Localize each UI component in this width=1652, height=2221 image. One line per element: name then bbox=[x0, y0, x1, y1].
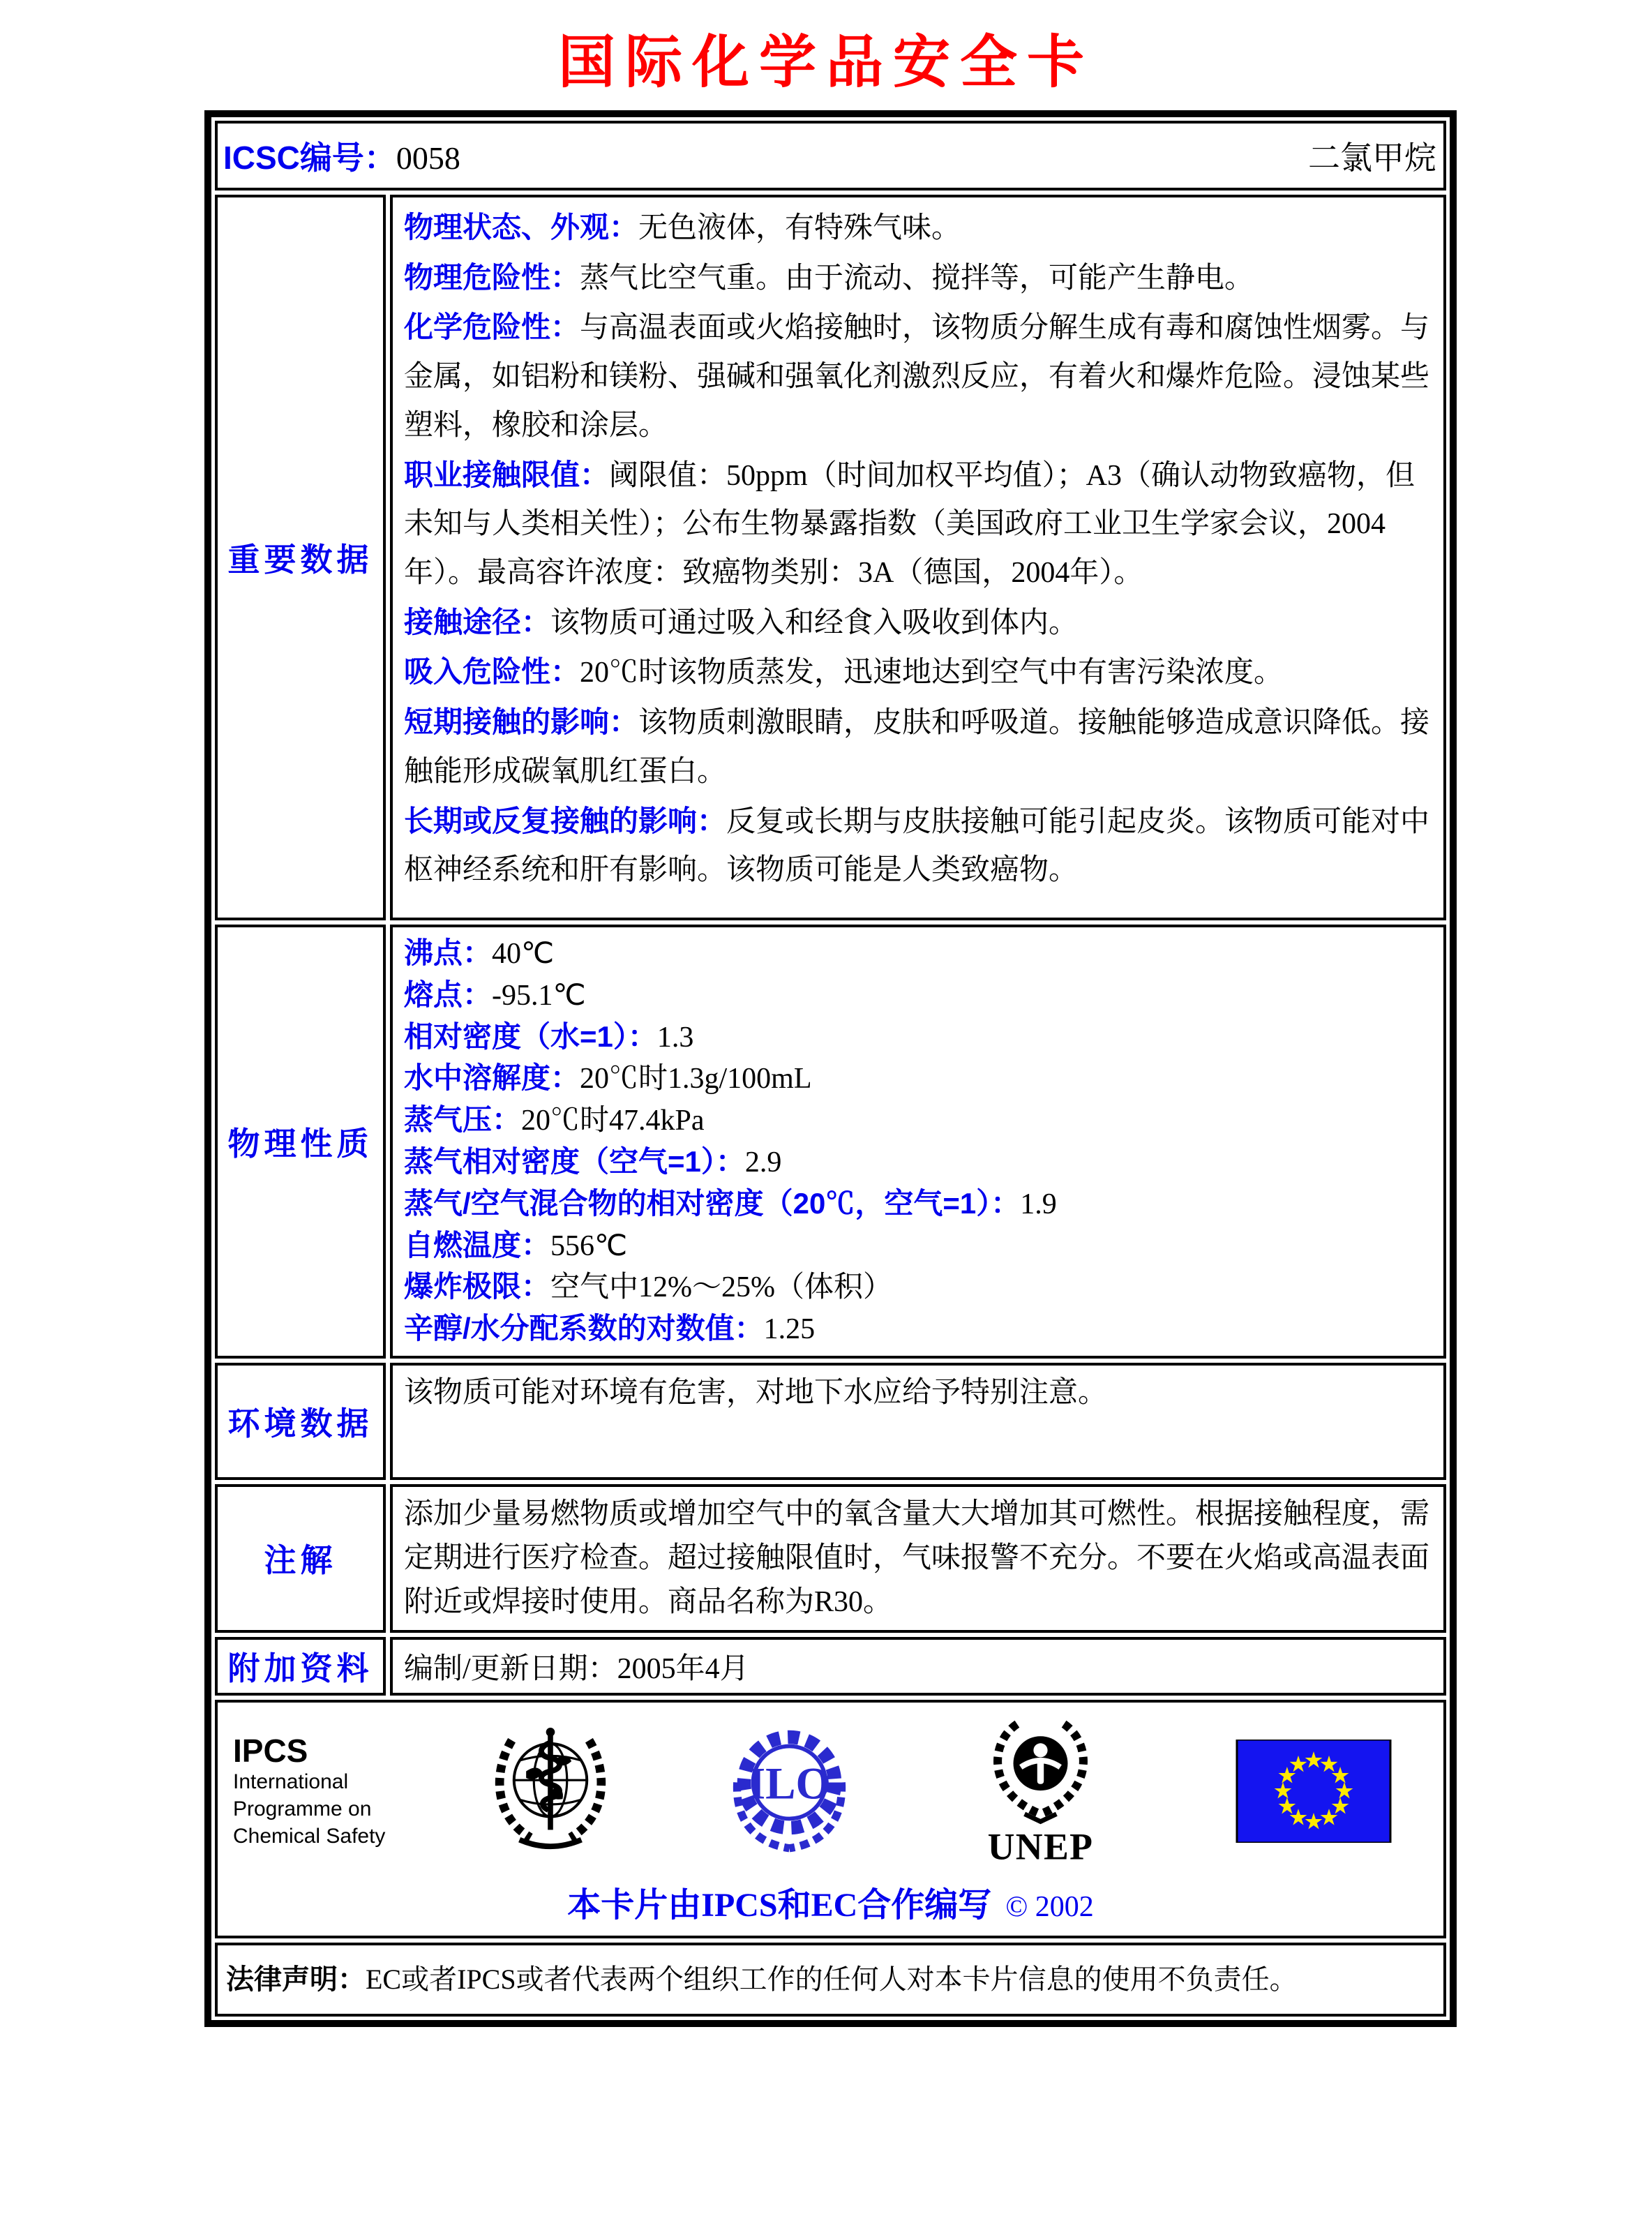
property-value: 40℃ bbox=[492, 938, 555, 970]
ipcs-acronym: IPCS bbox=[233, 1732, 308, 1769]
property-label: 自燃温度： bbox=[404, 1228, 551, 1262]
field-label: 物理状态、外观： bbox=[404, 211, 639, 244]
property-row bbox=[404, 1058, 1432, 1100]
section-label-cell bbox=[215, 195, 386, 920]
additional-text: 编制/更新日期：2005年4月 bbox=[404, 1652, 749, 1685]
property-row bbox=[404, 1142, 1432, 1183]
section-notes bbox=[215, 1484, 1446, 1633]
icsc-number bbox=[223, 133, 460, 179]
page-title: 国际化学品安全卡 bbox=[557, 31, 1094, 94]
section-label-cell bbox=[215, 1637, 386, 1696]
who-logo-icon bbox=[484, 1725, 617, 1857]
property-row bbox=[404, 1017, 1432, 1059]
section-label-cell bbox=[215, 925, 386, 1359]
property-value: 556℃ bbox=[550, 1229, 628, 1262]
property-label: 相对密度（水=1）： bbox=[404, 1019, 657, 1053]
section-label: 附加资料 bbox=[227, 1650, 373, 1687]
field-text: 蒸气比空气重。由于流动、搅拌等，可能产生静电。 bbox=[580, 262, 1254, 294]
property-label: 水中溶解度： bbox=[404, 1061, 580, 1095]
property-value: 1.9 bbox=[1020, 1188, 1057, 1220]
property-value: -95.1℃ bbox=[492, 979, 586, 1012]
substance-name: 二氯甲烷 bbox=[1308, 140, 1436, 176]
property-value: 1.25 bbox=[763, 1313, 816, 1346]
icsc-number-label: ICSC编号： bbox=[223, 140, 396, 176]
section-label-cell bbox=[215, 1484, 386, 1633]
notes-text: 添加少量易燃物质或增加空气中的氧含量大大增加其可燃性。根据接触程度，需定期进行医疗检查。超过接触限值时，气味报警不充分。不要在火焰或高温表面附近或焊接时使用。商品名称为R30。 bbox=[404, 1497, 1430, 1618]
notes-content bbox=[390, 1484, 1446, 1633]
data-item bbox=[404, 253, 1432, 304]
copyright-text: © 2002 bbox=[1005, 1890, 1094, 1923]
data-item bbox=[404, 797, 1432, 895]
icsc-card bbox=[204, 110, 1457, 2027]
field-label: 吸入危险性： bbox=[404, 655, 580, 689]
property-row bbox=[404, 1266, 1432, 1308]
section-physical-properties bbox=[215, 925, 1446, 1359]
property-row bbox=[404, 975, 1432, 1017]
field-text: 无色液体，有特殊气味。 bbox=[638, 212, 961, 244]
property-value: 空气中12%～25%（体积） bbox=[550, 1271, 892, 1304]
field-text: 阈限值：50ppm（时间加权平均值）；A3（确认动物致癌物，但未知与人类相关性）；公布生物暴露指数（美国政府工业卫生学家会议，2004年）。最高容许浓度：致癌物类别：3A（德国，2004年）。 bbox=[404, 459, 1416, 590]
legal-row bbox=[215, 1943, 1446, 2017]
property-value: 2.9 bbox=[744, 1146, 782, 1179]
section-label: 物理性质 bbox=[227, 1125, 373, 1162]
field-label: 职业接触限值： bbox=[404, 458, 610, 491]
field-text: 与高温表面或火焰接触时，该物质分解生成有毒和腐蚀性烟雾。与金属，如铝粉和镁粉、强碱和强氧化剂激烈反应，有着火和爆炸危险。浸蚀某些塑料，橡胶和涂层。 bbox=[404, 312, 1430, 442]
property-row bbox=[404, 933, 1432, 975]
property-row bbox=[404, 1225, 1432, 1267]
field-text: 20℃时该物质蒸发，迅速地达到空气中有害污染浓度。 bbox=[580, 657, 1284, 689]
data-item bbox=[404, 698, 1432, 796]
property-row bbox=[404, 1183, 1432, 1225]
eu-flag-icon bbox=[1234, 1740, 1393, 1843]
footer-logos-row bbox=[215, 1700, 1446, 1938]
physical-properties-content bbox=[390, 925, 1446, 1359]
legal-label: 法律声明： bbox=[226, 1964, 366, 1995]
data-item bbox=[404, 203, 1432, 253]
environment-text: 该物质可能对环境有危害，对地下水应给予特别注意。 bbox=[404, 1376, 1108, 1409]
section-label: 注解 bbox=[264, 1542, 337, 1579]
icsc-number-value: 0058 bbox=[396, 140, 460, 176]
property-label: 蒸气压： bbox=[404, 1103, 522, 1137]
field-text: 该物质刺激眼睛，皮肤和呼吸道。接触能够造成意识降低。接触能形成碳氧肌红蛋白。 bbox=[404, 707, 1430, 788]
field-label: 化学危险性： bbox=[404, 311, 580, 344]
footer-caption bbox=[233, 1878, 1428, 1926]
property-value: 20℃时47.4kPa bbox=[521, 1105, 705, 1137]
data-item bbox=[404, 303, 1432, 450]
section-additional-information bbox=[215, 1637, 1446, 1696]
property-value: 20℃时1.3g/100mL bbox=[580, 1063, 812, 1095]
ipcs-line: International bbox=[233, 1770, 349, 1794]
additional-information-content bbox=[390, 1637, 1446, 1696]
field-text: 该物质可通过吸入和经食入吸收到体内。 bbox=[550, 606, 1079, 639]
logos-line bbox=[233, 1717, 1428, 1867]
important-data-content bbox=[390, 195, 1446, 920]
property-value: 1.3 bbox=[656, 1021, 694, 1054]
data-item bbox=[404, 451, 1432, 598]
environmental-data-content bbox=[390, 1363, 1446, 1480]
property-label: 辛醇/水分配系数的对数值： bbox=[404, 1312, 764, 1345]
property-row bbox=[404, 1308, 1432, 1350]
caption-text: 本卡片由IPCS和EC合作编写 bbox=[567, 1886, 992, 1924]
section-environmental-data bbox=[215, 1363, 1446, 1480]
section-label-cell bbox=[215, 1363, 386, 1480]
field-text: 反复或长期与皮肤接触可能引起皮炎。该物质可能对中枢神经系统和肝有影响。该物质可能是人类致癌物。 bbox=[404, 805, 1430, 887]
section-important-data bbox=[215, 195, 1446, 920]
ipcs-logo bbox=[233, 1733, 435, 1850]
data-item bbox=[404, 598, 1432, 648]
section-label: 环境数据 bbox=[227, 1405, 373, 1442]
legal-text: EC或者IPCS或者代表两个组织工作的任何人对本卡片信息的使用不负责任。 bbox=[366, 1963, 1298, 1995]
property-label: 沸点： bbox=[404, 936, 493, 969]
property-row bbox=[404, 1100, 1432, 1142]
property-label: 熔点： bbox=[404, 978, 493, 1011]
field-label: 物理危险性： bbox=[404, 260, 580, 294]
data-item bbox=[404, 648, 1432, 698]
field-label: 接触途径： bbox=[404, 605, 551, 638]
ipcs-line: Chemical Safety bbox=[233, 1825, 386, 1848]
ilo-logo-icon bbox=[721, 1723, 857, 1860]
unep-logo-text: UNEP bbox=[987, 1825, 1094, 1867]
section-label: 重要数据 bbox=[227, 541, 373, 578]
field-label: 长期或反复接触的影响： bbox=[404, 804, 727, 837]
property-label: 蒸气相对密度（空气=1）： bbox=[404, 1144, 745, 1178]
property-label: 爆炸极限： bbox=[404, 1270, 551, 1303]
ilo-logo-text: ILO bbox=[747, 1758, 832, 1809]
unep-logo-icon bbox=[979, 1717, 1102, 1867]
property-label: 蒸气/空气混合物的相对密度（20℃，空气=1）： bbox=[404, 1186, 1021, 1220]
header-row bbox=[215, 121, 1446, 190]
field-label: 短期接触的影响： bbox=[404, 705, 639, 739]
ipcs-line: Programme on bbox=[233, 1797, 372, 1821]
